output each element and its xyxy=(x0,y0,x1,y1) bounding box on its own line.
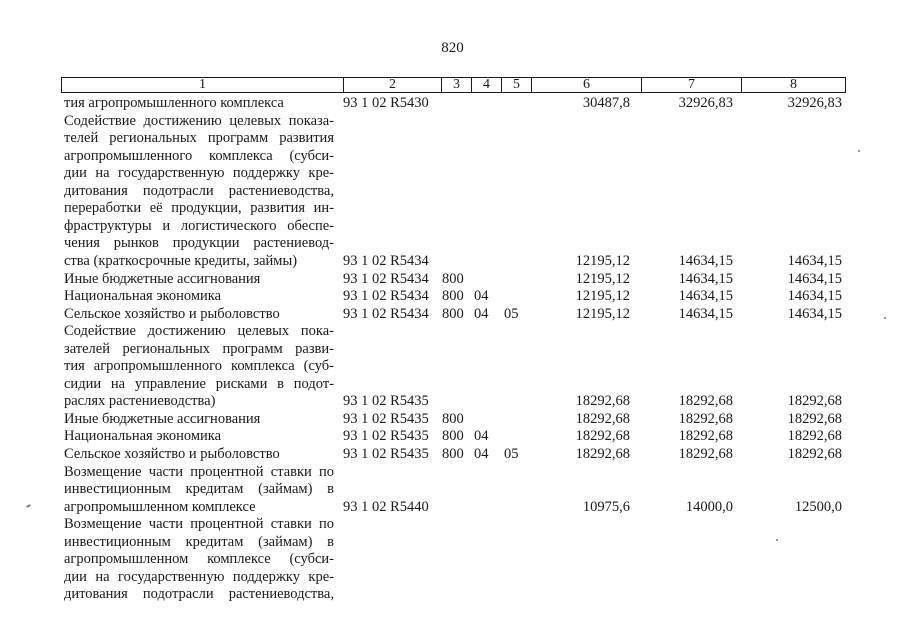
row-value-7: 14634,15 xyxy=(678,270,733,287)
table-row xyxy=(0,270,905,288)
table-header xyxy=(61,77,846,93)
table-row xyxy=(0,199,905,217)
row-description: чения рынков продукции растениевод- xyxy=(64,235,334,252)
row-value-7: 14634,15 xyxy=(678,288,733,305)
table-row xyxy=(0,252,905,270)
table-row xyxy=(0,129,905,147)
table-row xyxy=(0,94,905,112)
header-col-2: 2 xyxy=(344,78,442,92)
row-code: 93 1 02 R5435 xyxy=(343,393,429,410)
row-code: 93 1 02 R5435 xyxy=(343,446,429,462)
row-value-6: 18292,68 xyxy=(575,428,630,445)
row-description: ства (краткосрочные кредиты, займы) xyxy=(64,252,298,269)
row-value-6: 30487,8 xyxy=(582,95,630,111)
scan-speck xyxy=(858,150,860,152)
row-col-3: 800 xyxy=(442,446,464,462)
table-row xyxy=(0,392,905,410)
row-value-8: 18292,68 xyxy=(787,446,842,462)
row-code: 93 1 02 R5435 xyxy=(343,428,429,445)
row-description: агропромышленного комплекса (субси- xyxy=(64,147,334,164)
row-col-4: 04 xyxy=(474,305,489,322)
header-col-5: 5 xyxy=(502,78,532,92)
row-description: дии на государственную поддержку кре- xyxy=(64,165,334,182)
row-description: агропромышленном комплексе (субси- xyxy=(64,551,334,568)
row-code: 93 1 02 R5434 xyxy=(343,305,429,322)
row-value-6: 18292,68 xyxy=(575,410,630,427)
row-code: 93 1 02 R5430 xyxy=(343,95,429,111)
table-row xyxy=(0,463,905,481)
header-col-7: 7 xyxy=(642,78,742,92)
row-col-5: 05 xyxy=(504,446,519,462)
row-description: дитования подотрасли растениеводства, xyxy=(64,182,334,199)
row-code: 93 1 02 R5434 xyxy=(343,288,429,305)
scan-speck xyxy=(776,539,778,541)
row-col-3: 800 xyxy=(442,270,464,287)
row-value-8: 14634,15 xyxy=(787,270,842,287)
page-number: 820 xyxy=(441,40,464,56)
scan-speck xyxy=(884,317,886,319)
table-row xyxy=(0,357,905,375)
row-value-8: 18292,68 xyxy=(787,393,842,410)
row-description: телей региональных программ развития xyxy=(64,130,334,147)
row-value-7: 32926,83 xyxy=(678,95,733,111)
row-code: 93 1 02 R5434 xyxy=(343,252,429,269)
row-code: 93 1 02 R5440 xyxy=(343,498,429,515)
row-description: Возмещение части процентной ставки по xyxy=(64,516,334,533)
row-value-7: 18292,68 xyxy=(678,446,733,462)
row-col-4: 04 xyxy=(474,288,489,305)
row-col-3: 800 xyxy=(442,410,464,427)
header-col-1: 1 xyxy=(62,78,344,92)
row-value-8: 32926,83 xyxy=(787,95,842,111)
row-description: Национальная экономика xyxy=(64,428,222,445)
table-row xyxy=(0,375,905,393)
row-value-6: 10975,6 xyxy=(582,498,630,515)
header-col-4: 4 xyxy=(472,78,502,92)
row-col-3: 800 xyxy=(442,428,464,445)
row-description: Сельское хозяйство и рыболовство xyxy=(64,305,280,322)
row-col-4: 04 xyxy=(474,428,489,445)
table-row xyxy=(0,164,905,182)
row-code: 93 1 02 R5435 xyxy=(343,410,429,427)
row-col-4: 04 xyxy=(474,446,489,462)
header-col-6: 6 xyxy=(532,78,642,92)
row-description: тия агропромышленного комплекса (суб- xyxy=(64,358,334,375)
header-col-8: 8 xyxy=(790,77,797,92)
row-description: агропромышленном комплексе xyxy=(64,498,256,515)
row-description: Иные бюджетные ассигнования xyxy=(64,270,261,287)
row-value-8: 14634,15 xyxy=(787,305,842,322)
table-row xyxy=(0,585,905,603)
row-col-3: 800 xyxy=(442,305,464,322)
table-row xyxy=(0,340,905,358)
table-row xyxy=(0,550,905,568)
row-value-8: 18292,68 xyxy=(787,428,842,445)
row-description: дии на государственную поддержку кре- xyxy=(64,568,334,585)
row-description: дитования подотрасли растениеводства, xyxy=(64,586,334,603)
table-row xyxy=(0,480,905,498)
table-row xyxy=(0,234,905,252)
row-value-7: 14634,15 xyxy=(678,252,733,269)
table-row xyxy=(0,533,905,551)
row-description: зателей региональных программ разви- xyxy=(64,340,334,357)
row-description: раслях растениеводства) xyxy=(64,393,216,410)
row-value-6: 18292,68 xyxy=(575,446,630,462)
table-row xyxy=(0,498,905,516)
row-value-6: 18292,68 xyxy=(575,393,630,410)
row-value-8: 18292,68 xyxy=(787,410,842,427)
table-row xyxy=(0,445,905,463)
row-value-8: 12500,0 xyxy=(794,498,842,515)
table-row xyxy=(0,182,905,200)
table-row xyxy=(0,568,905,586)
row-col-3: 800 xyxy=(442,288,464,305)
row-description: сидии на управление рисками в подот- xyxy=(64,375,334,392)
row-value-6: 12195,12 xyxy=(575,252,630,269)
row-col-5: 05 xyxy=(504,305,519,322)
row-value-8: 14634,15 xyxy=(787,252,842,269)
row-value-7: 18292,68 xyxy=(678,393,733,410)
row-description: Содействие достижению целевых пока- xyxy=(64,323,334,340)
row-value-8: 14634,15 xyxy=(787,288,842,305)
table-row xyxy=(0,217,905,235)
table-row xyxy=(0,515,905,533)
row-description: фраструктуры и логистического обеспе- xyxy=(64,217,334,234)
row-value-7: 18292,68 xyxy=(678,428,733,445)
row-value-6: 12195,12 xyxy=(575,305,630,322)
row-value-6: 12195,12 xyxy=(575,288,630,305)
row-description: Иные бюджетные ассигнования xyxy=(64,410,261,427)
table-row xyxy=(0,147,905,165)
header-col-3: 3 xyxy=(442,78,472,92)
row-description: Возмещение части процентной ставки по xyxy=(64,463,334,480)
table-row xyxy=(0,305,905,323)
row-value-7: 18292,68 xyxy=(678,410,733,427)
row-description: тия агропромышленного комплекса xyxy=(64,95,284,111)
row-value-6: 12195,12 xyxy=(575,270,630,287)
row-value-7: 14000,0 xyxy=(685,498,733,515)
row-description: Содействие достижению целевых показа- xyxy=(64,112,334,129)
row-value-7: 14634,15 xyxy=(678,305,733,322)
row-description: инвестиционным кредитам (займам) в xyxy=(64,481,334,498)
row-description: Национальная экономика xyxy=(64,288,222,305)
row-description: переработки её продукции, развития ин- xyxy=(64,200,334,217)
row-description: Сельское хозяйство и рыболовство xyxy=(64,446,280,462)
table-row xyxy=(0,322,905,340)
row-description: инвестиционным кредитам (займам) в xyxy=(64,533,334,550)
table-row xyxy=(0,410,905,428)
table-row xyxy=(0,287,905,305)
table-row xyxy=(0,427,905,445)
row-code: 93 1 02 R5434 xyxy=(343,270,429,287)
table-row xyxy=(0,112,905,130)
